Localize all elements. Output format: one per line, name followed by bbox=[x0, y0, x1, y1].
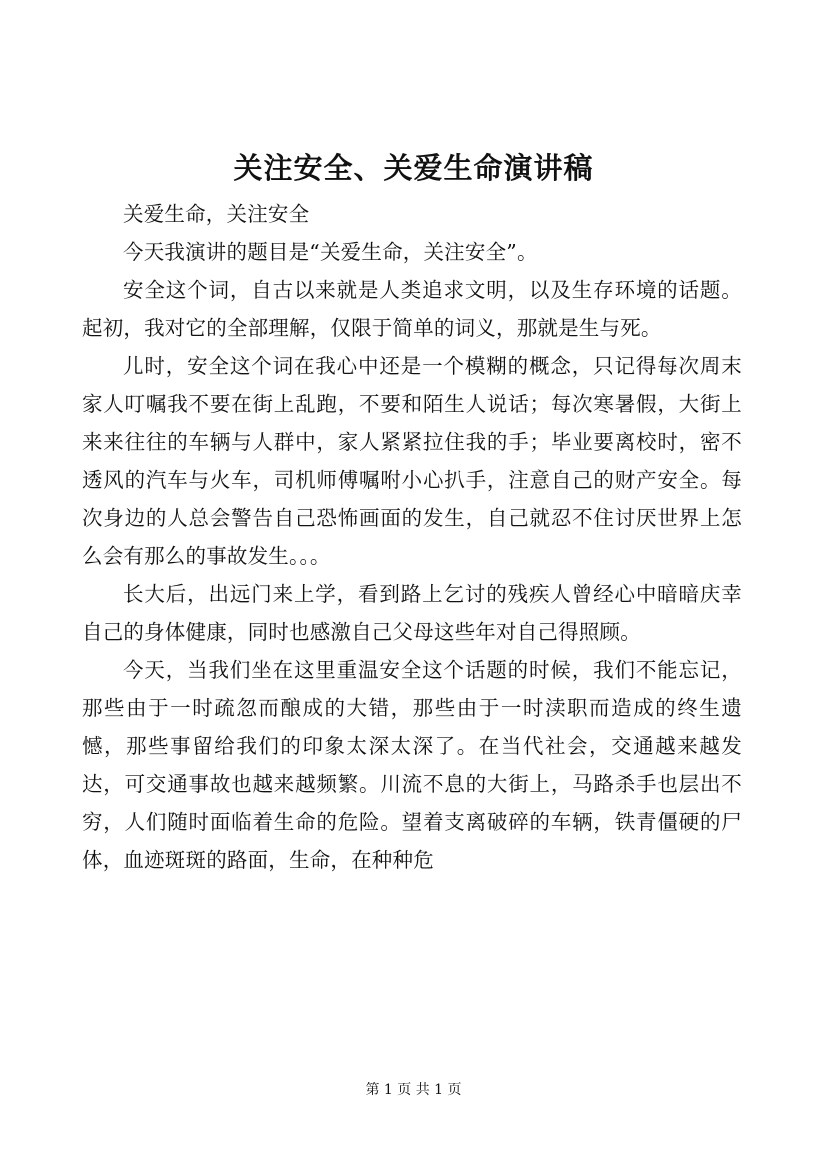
paragraph-growing-up: 长大后，出远门来上学，看到路上乞讨的残疾人曾经心中暗暗庆幸自己的身体健康，同时也感激自己父母这些年对自己得照顾。 bbox=[82, 582, 742, 644]
paragraph-subtitle: 关爱生命，关注安全 bbox=[123, 202, 310, 226]
page-footer: 第 1 页 共 1 页 bbox=[365, 1082, 462, 1098]
paragraph-topic: 今天我演讲的题目是“关爱生命，关注安全”。 bbox=[123, 240, 538, 264]
paragraph-safety-meaning: 安全这个词，自古以来就是人类追求文明，以及生存环境的话题。起初，我对它的全部理解，仅限于简单的词义，那就是生与死。 bbox=[82, 278, 742, 340]
paragraph-childhood: 儿时，安全这个词在我心中还是一个模糊的概念，只记得每次周末家人叮嘱我不要在街上乱跑，不要和陌生人说话；每次寒暑假，大街上来来往往的车辆与人群中，家人紧紧拉住我的手；毕业要离校时，密不透风的汽车与火车，司机师傅嘱咐小心扒手，注意自己的财产安全。每次身边的人总会警告自己恐怖画面的发生，自己就忍不住讨厌世界上怎么会有那么的事故发生。。。 bbox=[82, 354, 742, 568]
document-body bbox=[82, 195, 742, 879]
document-title: 关注安全、关爱生命演讲稿 bbox=[233, 151, 594, 185]
paragraph-today: 今天，当我们坐在这里重温安全这个话题的时候，我们不能忘记，那些由于一时疏忽而酿成的大错，那些由于一时渎职而造成的终生遗憾，那些事留给我们的印象太深太深了。在当代社会，交通越来越发达，可交通事故也越来越频繁。川流不息的大街上，马路杀手也层出不穷，人们随时面临着生命的危险。望着支离破碎的车辆，铁青僵硬的尸体，血迹斑斑的路面，生命，在种种危 bbox=[82, 658, 742, 872]
